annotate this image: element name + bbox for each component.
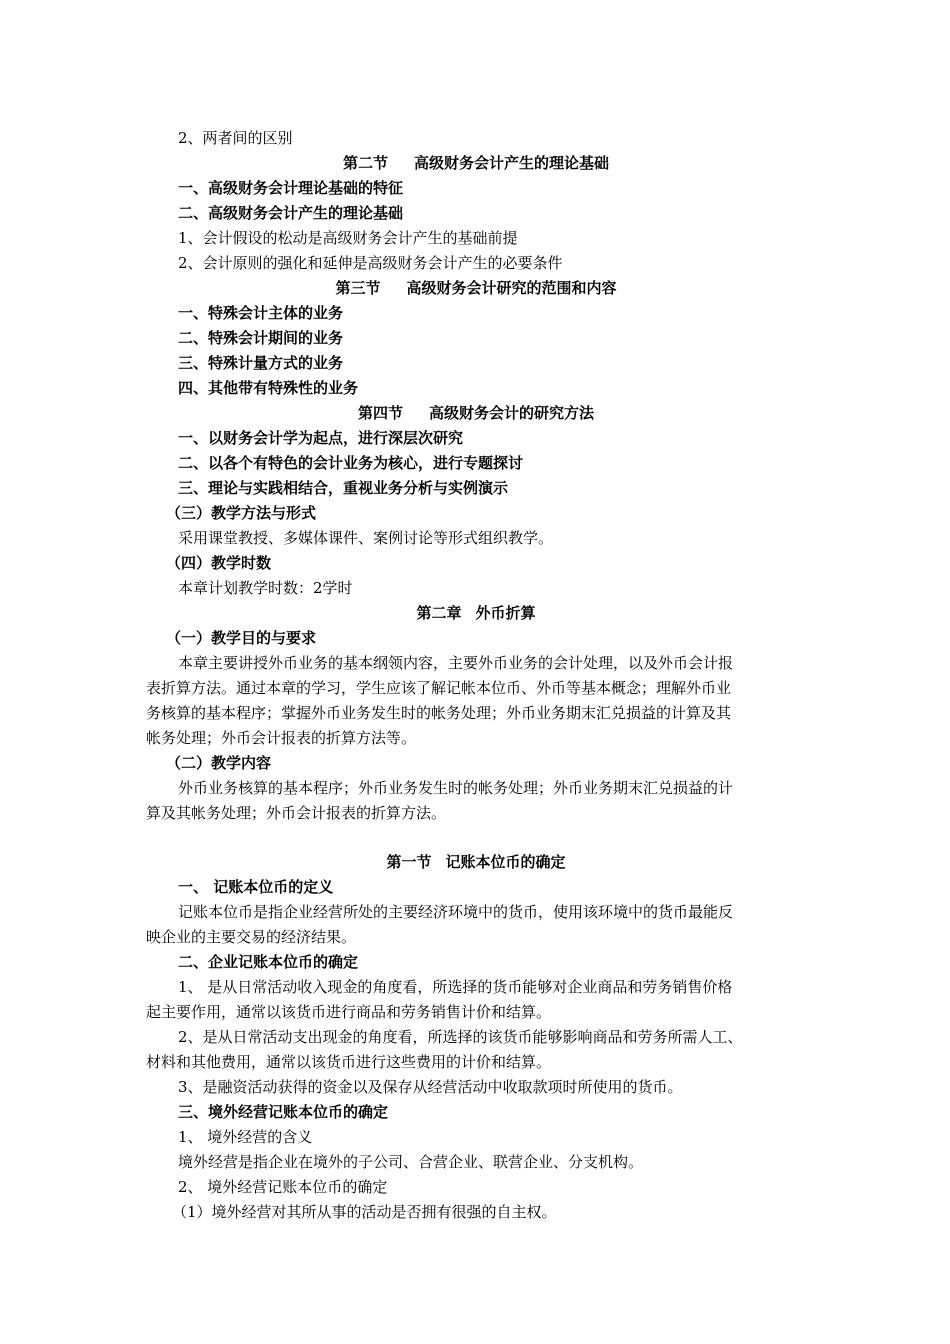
text-line: 算及其帐务处理；外币会计报表的折算方法。 (146, 804, 447, 822)
subheading: 二、以各个有特色的会计业务为核心，进行专题探讨 (178, 454, 524, 472)
subheading: （三）教学方法与形式 (166, 504, 317, 522)
section-title: 记账本位币的确定 (445, 853, 566, 871)
chapter-heading (146, 603, 806, 623)
text-line: 帐务处理；外币会计报表的折算方法等。 (146, 729, 417, 747)
text-line: 境外经营是指企业在境外的子公司、合营企业、联营企业、分支机构。 (178, 1153, 644, 1171)
text-line: 务核算的基本程序；掌握外币业务发生时的帐务处理；外币业务期末汇兑损益的计算及其 (146, 704, 732, 722)
subheading: （二）教学内容 (166, 754, 272, 772)
text-line: 外币业务核算的基本程序；外币业务发生时的帐务处理；外币业务期末汇兑损益的计 (178, 779, 734, 797)
section-title: 高级财务会计产生的理论基础 (414, 154, 610, 172)
subheading: 三、特殊计量方式的业务 (178, 354, 344, 372)
subheading: 三、理论与实践相结合，重视业务分析与实例演示 (178, 479, 509, 497)
text-line: （1）境外经营对其所从事的活动是否拥有很强的自主权。 (172, 1203, 557, 1221)
text-line: 3、是融资活动获得的资金以及保存从经营活动中收取款项时所使用的货币。 (178, 1078, 683, 1096)
subheading: 一、 记账本位币的定义 (178, 878, 334, 896)
text-line: 2、 境外经营记账本位币的确定 (178, 1178, 388, 1196)
text-line: 2、是从日常活动支出现金的角度看，所选择的该货币能够影响商品和劳务所需人工、 (178, 1028, 743, 1046)
subheading: 一、以财务会计学为起点，进行深层次研究 (178, 429, 464, 447)
chapter-title: 外币折算 (475, 604, 536, 622)
section-number: 第三节 (335, 279, 381, 297)
section-heading (146, 153, 806, 173)
subheading: （一）教学目的与要求 (166, 629, 317, 647)
text-line: 2、两者间的区别 (178, 129, 293, 147)
subheading: 一、高级财务会计理论基础的特征 (178, 179, 404, 197)
subheading: 二、企业记账本位币的确定 (178, 953, 359, 971)
section-number: 第四节 (357, 404, 403, 422)
section-heading (146, 403, 806, 423)
text-line: 记账本位币是指企业经营所处的主要经济环境中的货币，使用该环境中的货币最能反 (178, 903, 734, 921)
text-line: 1、会计假设的松动是高级财务会计产生的基础前提 (178, 229, 518, 247)
text-line: 1、 境外经营的含义 (178, 1128, 313, 1146)
chapter-number: 第二章 (416, 604, 462, 622)
section-heading (146, 852, 806, 872)
subheading: 二、特殊会计期间的业务 (178, 329, 344, 347)
text-line: 材料和其他费用，通常以该货币进行这些费用的计价和结算。 (146, 1053, 552, 1071)
subheading: 一、特殊会计主体的业务 (178, 304, 344, 322)
subheading: 三、境外经营记账本位币的确定 (178, 1103, 389, 1121)
subheading: （四）教学时数 (166, 554, 272, 572)
text-line: 本章计划教学时数：2学时 (178, 579, 353, 597)
subheading: 二、高级财务会计产生的理论基础 (178, 204, 404, 222)
text-line: 采用课堂教授、多媒体课件、案例讨论等形式组织教学。 (178, 529, 554, 547)
text-line: 本章主要讲授外币业务的基本纲领内容，主要外币业务的会计处理，以及外币会计报 (178, 654, 734, 672)
section-title: 高级财务会计的研究方法 (429, 404, 595, 422)
section-number: 第二节 (342, 154, 388, 172)
section-number: 第一节 (386, 853, 432, 871)
text-line: 2、会计原则的强化和延伸是高级财务会计产生的必要条件 (178, 254, 563, 272)
subheading: 四、其他带有特殊性的业务 (178, 379, 359, 397)
text-line: 起主要作用，通常以该货币进行商品和劳务销售计价和结算。 (146, 1003, 552, 1021)
section-heading (146, 278, 806, 298)
text-line: 映企业的主要交易的经济结果。 (146, 928, 357, 946)
text-line: 1、 是从日常活动收入现金的角度看，所选择的货币能够对企业商品和劳务销售价格 (178, 978, 733, 996)
section-title: 高级财务会计研究的范围和内容 (406, 279, 617, 297)
text-line: 表折算方法。通过本章的学习，学生应该了解记帐本位币、外币等基本概念；理解外币业 (146, 679, 732, 697)
